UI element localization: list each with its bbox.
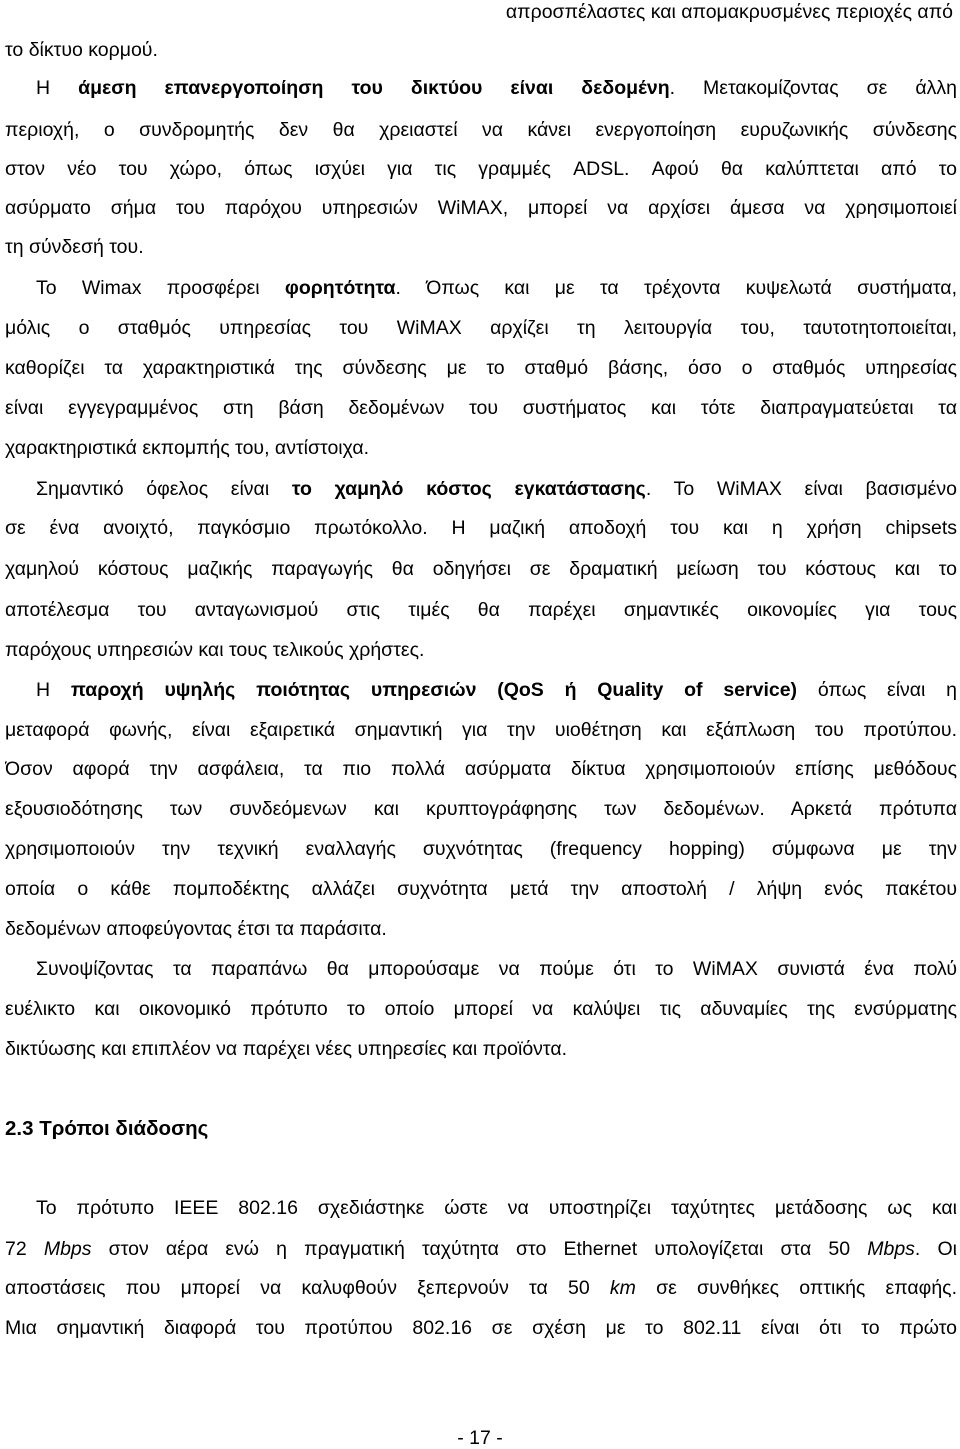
text-segment: . Όπως και με τα τρέχοντα κυψελωτά συστήματα, [395, 277, 957, 299]
text-line [5, 396, 957, 420]
text-line [5, 316, 957, 340]
text-line [5, 997, 957, 1021]
text-segment: Σημαντικό όφελος είναι [36, 478, 292, 500]
text-line [36, 678, 957, 702]
text-segment: Μια σημαντική διαφορά του προτύπου 802.16 σε σχέση με το 802.11 είναι ότι το πρώτο [5, 1317, 957, 1339]
text-segment: δικτύωσης και επιπλέον να παρέχει νέες υπηρεσίες και προϊόντα. [5, 1038, 568, 1060]
text-segment: χρησιμοποιούν την τεχνική εναλλαγής συχνότητας (frequency hopping) σύμφωνα με την [5, 838, 957, 860]
text-line [36, 957, 957, 981]
text-segment: μόλις ο σταθμός υπηρεσίας του WiMAX αρχίζει τη λειτουργία του, ταυτοτητοποιείται, [5, 317, 957, 339]
text-line [5, 196, 957, 220]
text-segment: σε συνθήκες οπτικής επαφής. [635, 1277, 957, 1299]
text-segment: σε ένα ανοιχτό, παγκόσμιο πρωτόκολλο. Η μαζική αποδοχή του και η χρήση chipsets [5, 517, 957, 539]
text-segment: Η [36, 679, 71, 701]
text-segment: χαμηλού κόστους μαζικής παραγωγής θα οδηγήσει σε δραματική μείωση του κόστους και το [5, 558, 957, 580]
bold-text: παροχή υψηλής ποιότητας υπηρεσιών (QoS ή Quality of service) [70, 679, 798, 701]
italic-text: Mbps [43, 1238, 92, 1260]
text-line [5, 38, 957, 62]
bold-text: άμεση επανεργοποίηση του δικτύου είναι δεδομένη [78, 77, 670, 99]
text-segment: . Το WiMAX είναι βασισμένο [645, 478, 957, 500]
text-segment: Η [36, 77, 79, 99]
text-line [36, 76, 957, 100]
text-segment: στον νέο του χώρο, όπως ισχύει για τις γραμμές ADSL. Αφού θα καλύπτεται από το [5, 158, 957, 180]
text-line [36, 1196, 957, 1220]
text-segment: . Οι [914, 1238, 957, 1260]
text-segment: παρόχους υπηρεσιών και τους τελικούς χρήστες. [5, 639, 425, 661]
text-line [5, 436, 957, 460]
text-line [5, 516, 957, 540]
bold-text: 2.3 Τρόποι διάδοσης [5, 1117, 209, 1140]
text-segment: αποστάσεις που μπορεί να καλυφθούν ξεπερνούν τα 50 [5, 1277, 610, 1299]
text-line [5, 1276, 957, 1300]
text-segment: Το πρότυπο IEEE 802.16 σχεδιάστηκε ώστε να υποστηρίζει ταχύτητες μετάδοσης ως και [36, 1197, 957, 1219]
text-segment: καθορίζει τα χαρακτηριστικά της σύνδεσης με το σταθμό βάσης, όσο ο σταθμός υπηρεσίας [5, 357, 957, 379]
text-line [36, 276, 957, 300]
text-segment: τη σύνδεσή του. [5, 236, 144, 258]
text-line [5, 598, 957, 622]
text-line [5, 1237, 957, 1261]
text-segment: οποία ο κάθε πομποδέκτης αλλάζει συχνότητα μετά την αποστολή / λήψη ενός πακέτου [5, 878, 957, 900]
text-segment: το δίκτυο κορμού. [5, 39, 158, 61]
text-line [36, 477, 957, 501]
text-segment: αποτέλεσμα του ανταγωνισμού στις τιμές θα παρέχει σημαντικές οικονομίες για τους [5, 599, 957, 621]
page-number: - 17 - [457, 1427, 503, 1449]
text-line [5, 356, 957, 380]
text-segment: 72 [5, 1238, 44, 1260]
text-segment: χαρακτηριστικά εκπομπής του, αντίστοιχα. [5, 437, 370, 459]
text-segment: είναι εγγεγραμμένος στη βάση δεδομένων του συστήματος και τότε διαπραγματεύεται τα [5, 397, 957, 419]
text-segment: ασύρματο σήμα του παρόχου υπηρεσιών WiMAX, μπορεί να αρχίσει άμεσα να χρησιμοποιεί [5, 197, 957, 219]
section-heading [5, 1117, 957, 1141]
text-line [506, 0, 953, 24]
text-segment: Το Wimax προσφέρει [36, 277, 285, 299]
italic-text: Mbps [867, 1238, 915, 1260]
text-line [5, 797, 957, 821]
text-line [5, 157, 957, 181]
text-segment: Όσον αφορά την ασφάλεια, τα πιο πολλά ασύρματα δίκτυα χρησιμοποιούν επίσης μεθόδους [5, 758, 957, 780]
text-segment: Συνοψίζοντας τα παραπάνω θα μπορούσαμε να πούμε ότι το WiMAX συνιστά ένα πολύ [36, 958, 957, 980]
text-segment: μεταφορά φωνής, είναι εξαιρετικά σημαντική για την υιοθέτηση και εξάπλωση του προτύπου. [5, 719, 957, 741]
text-line [5, 877, 957, 901]
text-line [5, 837, 957, 861]
italic-text: km [609, 1277, 636, 1299]
text-segment: στον αέρα ενώ η πραγματική ταχύτητα στο Ethernet υπολογίζεται στα 50 [91, 1238, 868, 1260]
text-line [5, 917, 957, 941]
text-line [5, 638, 957, 662]
bold-text: το χαμηλό κόστος εγκατάστασης [291, 478, 646, 500]
text-segment: απροσπέλαστες και απομακρυσμένες περιοχές από [505, 1, 953, 23]
text-segment: ευέλικτο και οικονομικό πρότυπο το οποίο μπορεί να καλύψει τις αδυναμίες της ενσύρματης [5, 998, 957, 1020]
text-line [5, 235, 957, 259]
text-line [5, 718, 957, 742]
text-segment: εξουσιοδότησης των συνδεόμενων και κρυπτογράφησης των δεδομένων. Αρκετά πρότυπα [5, 798, 957, 820]
text-line [5, 557, 957, 581]
text-line [5, 757, 957, 781]
text-segment: δεδομένων αποφεύγοντας έτσι τα παράσιτα. [5, 918, 387, 940]
bold-text: φορητότητα [284, 277, 396, 299]
text-line [5, 118, 957, 142]
text-segment: . Μετακομίζοντας σε άλλη [669, 77, 957, 99]
text-line [5, 1037, 957, 1061]
text-line [5, 1316, 957, 1340]
text-segment: περιοχή, ο συνδρομητής δεν θα χρειαστεί να κάνει ενεργοποίηση ευρυζωνικής σύνδεσης [5, 119, 957, 141]
text-segment: όπως είναι η [797, 679, 957, 701]
